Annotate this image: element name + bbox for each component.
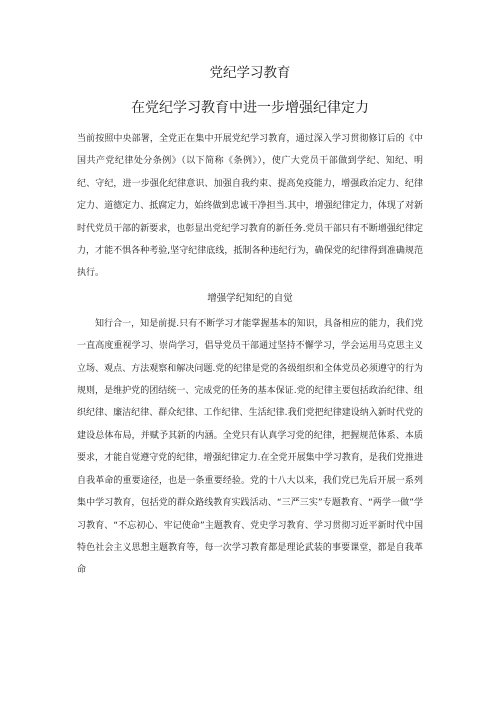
section-heading: 增强学纪知纪的自觉 [207, 292, 293, 304]
section-paragraph: 知行合一，知是前提.只有不断学习才能掌握基本的知识，具备相应的能力，我们党一直高度重视学习、崇尚学习，倡导党员干部通过坚持不懈学习，学会运用马克思主义立场、观点、方法观察和解决问题.党的纪律是党的各级组织和全体党员必须遵守的行为规则，是维护党的团结统一、完成党的任务的基本保证.党的纪律主要包括政治纪律、组织纪律、廉洁纪律、群众纪律、工作纪律、生活纪律.我们党把纪律建设纳入新时代党的建设总体布局，并赋予其新的内涵。全党只有认真学习党的纪律，把握规范体系、本质要求，才能自觉遵守党的纪律，增强纪律定力.在全党开展集中学习教育，是我们党推进自我革命的重要途径，也是一条重要经验。党的十八大以来，我们党已先后开展一系列集中学习教育，包括党的群众路线教育实践活动、“三严三实”专题教育、“两学一做”学习教育、“不忘初心、牢记使命”主题教育、党史学习教育、学习贯彻习近平新时代中国特色社会主义思想主题教育等，每一次学习教育都是理论武装的事要课堂，都是自我革命 [77, 318, 423, 576]
document-title: 党纪学习教育 [209, 65, 291, 81]
document-subtitle: 在党纪学习教育中进一步增强纪律定力 [131, 100, 369, 116]
intro-paragraph: 当前按照中央部署，全党正在集中开展党纪学习教育，通过深入学习贯彻修订后的《中国共产党纪律处分条例》（以下简称《条例》），使广大党员干部做到学纪、知纪、明纪、守纪，进一步强化纪律意识、加强自我约束、提高免疫能力，增强政治定力、纪律定力、道德定力、抵腐定力，始终做到忠诚干净担当.其中，增强纪律定力，体现了对新时代党员干部的新要求，也彰显出党纪学习教育的新任务.党员干部只有不断增强纪律定力，才能不惧各种考验,坚守纪律底线，抵制各种违纪行为，确保党的纪律得到准确规范执行。 [77, 134, 423, 279]
